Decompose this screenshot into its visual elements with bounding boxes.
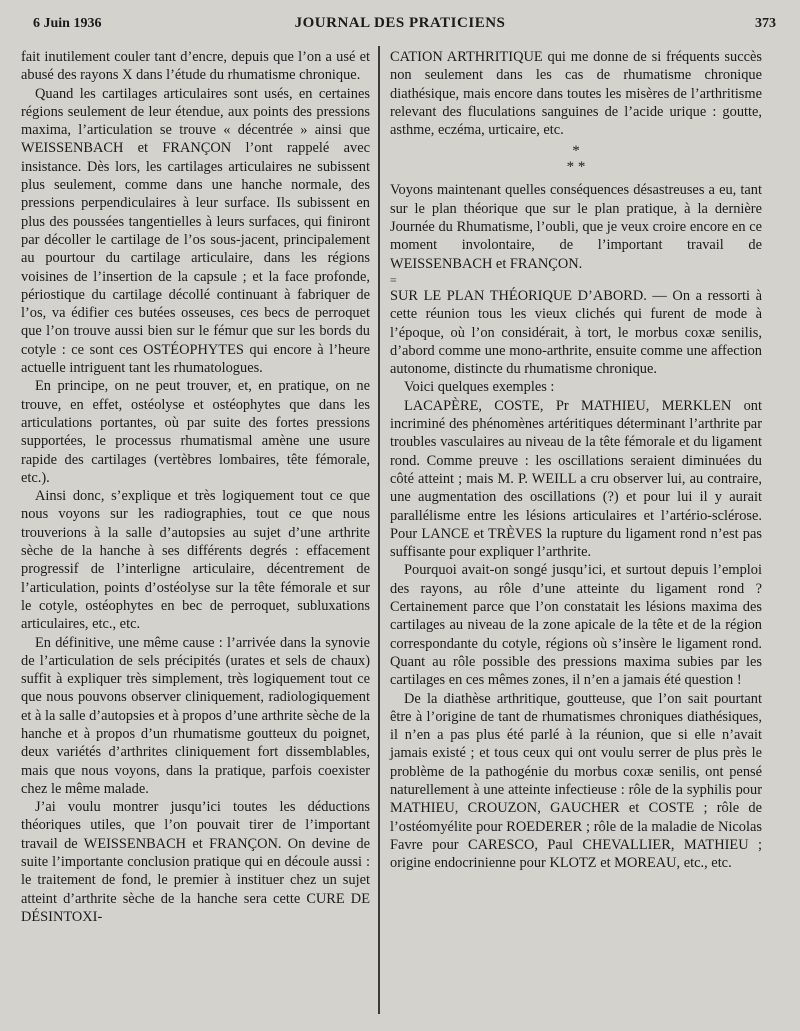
- right-paragraph-1: CATION ARTHRITIQUE qui me donne de si fréquents succès non seulement dans les cas de rhumatisme chronique diathésique, mais encore dans toutes les misères de l’arthritisme relevant des fluculations sanguines de l’acide urique : goutte, asthme, eczéma, urticaire, etc.: [390, 49, 762, 139]
- journal-title: JOURNAL DES PRATICIENS: [294, 15, 506, 31]
- page-number: 373: [755, 16, 776, 31]
- right-paragraph-6: Pourquoi avait-on songé jusqu’ici, et surtout depuis l’emploi des rayons, au rôle d’une atteinte du ligament rond ? Certainement parce que l’on constatait les lésions maxima des cartilages au niveau de la zone apicale de la tête et de la région correspondante du cotyle, régions où s’insère le ligament rond. Quant au rôle possible des pressions maxima subies par les cartilages en ces mêmes zones, il n’en a jamais été question !: [390, 562, 762, 689]
- separator-star-top: *: [572, 143, 580, 160]
- left-paragraph-3: En principe, on ne peut trouver, et, en pratique, on ne trouve, en effet, ostéolyse et ostéophytes que dans les articulations portantes, où par suite des fortes pressions supportées, le processus rhumatismal amène une usure rapide des cartilages (vertèbres lombaires, tête fémorale, etc.).: [21, 378, 370, 486]
- right-paragraph-4: Voici quelques exemples :: [404, 379, 555, 396]
- right-paragraph-5: LACAPÈRE, COSTE, Pr MATHIEU, MERKLEN ont incriminé des phénomènes artéritiques déterminant l’arthrite par troubles vasculaires au niveau de la tête fémorale et du ligament rond. Comme preuve : les oscillations seraient diminuées du côté atteint ; mais M. P. WEILL a cru observer lui, au contraire, une augmentation des oscillations (?) et pour lui il y aurait parallélisme entre les lésions articulaires et l’artério-sclérose. Pour LANCE et TRÈVES la rupture du ligament rond n’est pas suffisante pour expliquer l’arthrite.: [390, 397, 762, 561]
- column-divider: [378, 46, 380, 1014]
- left-paragraph-4: Ainsi donc, s’explique et très logiquement tout ce que nous voyons sur les radiographies, tout ce que nous trouverions à la salle d’autopsies au sujet d’une arthrite sèche de la hanche à ses différents degrés : effacement progressif de l’interligne articulaire, décentrement de l’articulation, points d’ostéolyse sur la tête fémorale et sur le cotyle, ostéophytes en bec de perroquet, subluxations articulaires, etc., etc.: [21, 488, 370, 633]
- left-column: [21, 48, 370, 926]
- separator-stars-bottom: * *: [566, 159, 586, 176]
- left-paragraph-5: En définitive, une même cause : l’arrivée dans la synovie de l’articulation de sels précipités (urates et sels de chaux) suffit à expliquer très simplement, très logiquement tout ce que nous pouvons observer cliniquement, radiologiquement et à la salle d’autopsies et à propos d’une arthrite sèche de la hanche et à propos d’un rhumatisme goutteux du poignet, deux variétés d’arthrites cliniquement fort dissemblables, mais que nous voyons, dans la pratique, parfois coexister chez le même malade.: [21, 634, 370, 797]
- right-paragraph-3: SUR LE PLAN THÉORIQUE D’ABORD. — On a ressorti à cette réunion tous les vieux clichés qui furent de mode à l’époque, où l’on considérait, à tort, le morbus coxæ senilis, d’abord comme une mono-arthrite, ensuite comme une affection autonome, distincte du rhumatisme chronique.: [390, 287, 762, 378]
- left-paragraph-2: Quand les cartilages articulaires sont usés, en certaines régions seulement de leur étendue, aux points des pressions maxima, l’articulation se trouve « décentrée » ainsi que WEISSENBACH et FRANÇON l’ont rappelé avec insistance. Dès lors, les cartilages articulaires ne subissent plus seulement, comme dans une hanche normale, des pressions perpendiculaires à leur surface. Ils subissent en plus des poussées tangentielles à leurs surfaces, qui finiront par décoller le cartilage de l’os sous-jacent, principalement au pourtour du cartilage articulaire, dans les régions voisines de l’insertion de la capsule ; et la face profonde, périostique du cartilage décollé continuant à fabriquer de l’os, va édifier ces butées osseuses, ces becs de perroquet que l’on trouve aussi bien sur le fémur que sur les bords du cotyle : ce sont ces OSTÉOPHYTES qui encore à l’heure actuelle intriguent tant les rhumatologues.: [21, 85, 370, 377]
- left-paragraph-6: J’ai voulu montrer jusqu’ici toutes les déductions théoriques utiles, que l’on pouvait tirer de l’important travail de WEISSENBACH et FRANÇON. On devine de suite l’importante conclusion pratique qui en découle aussi : le traitement de fond, le premier à instituer chez un sujet atteint d’arthrite sèche de la hanche sera cette CURE DE DÉSINTOXI-: [21, 799, 370, 925]
- margin-mark: ≡: [390, 272, 397, 287]
- section-separator: [390, 143, 762, 175]
- right-paragraph-7: De la diathèse arthritique, goutteuse, que l’on sait pourtant être à l’origine de tant de rhumatismes chroniques diathésiques, il n’en a pas plus été parlé à la réunion, que si elle n’avait jamais existé ; et tous ceux qui ont voulu serrer de plus près le problème de la pathogénie du morbus coxæ senilis, ont pensé naturellement à une atteinte infectieuse : rôle de la syphilis pour MATHIEU, CROUZON, GAUCHER et COSTE ; rôle de l’ostéomyélite pour ROEDERER ; rôle de la maladie de Nicolas Favre pour CARESCO, Paul CHEVALLIER, MATHIEU ; origine endocrinienne pour KLOTZ et MOREAU, etc., etc.: [390, 690, 762, 872]
- issue-date: 6 Juin 1936: [33, 16, 102, 31]
- right-paragraph-2: Voyons maintenant quelles conséquences désastreuses a eu, tant sur le plan théorique que sur le plan pratique, à la dernière Journée du Rhumatisme, l’oubli, que je veux croire encore en ce moment involontaire, de l’important travail de WEISSENBACH et FRANÇON.: [390, 182, 762, 272]
- right-column: [390, 48, 762, 872]
- page-header: [0, 0, 800, 42]
- left-paragraph-1: fait inutilement couler tant d’encre, depuis que l’on a usé et abusé des rayons X dans l’étude du rhumatisme chronique.: [21, 49, 370, 84]
